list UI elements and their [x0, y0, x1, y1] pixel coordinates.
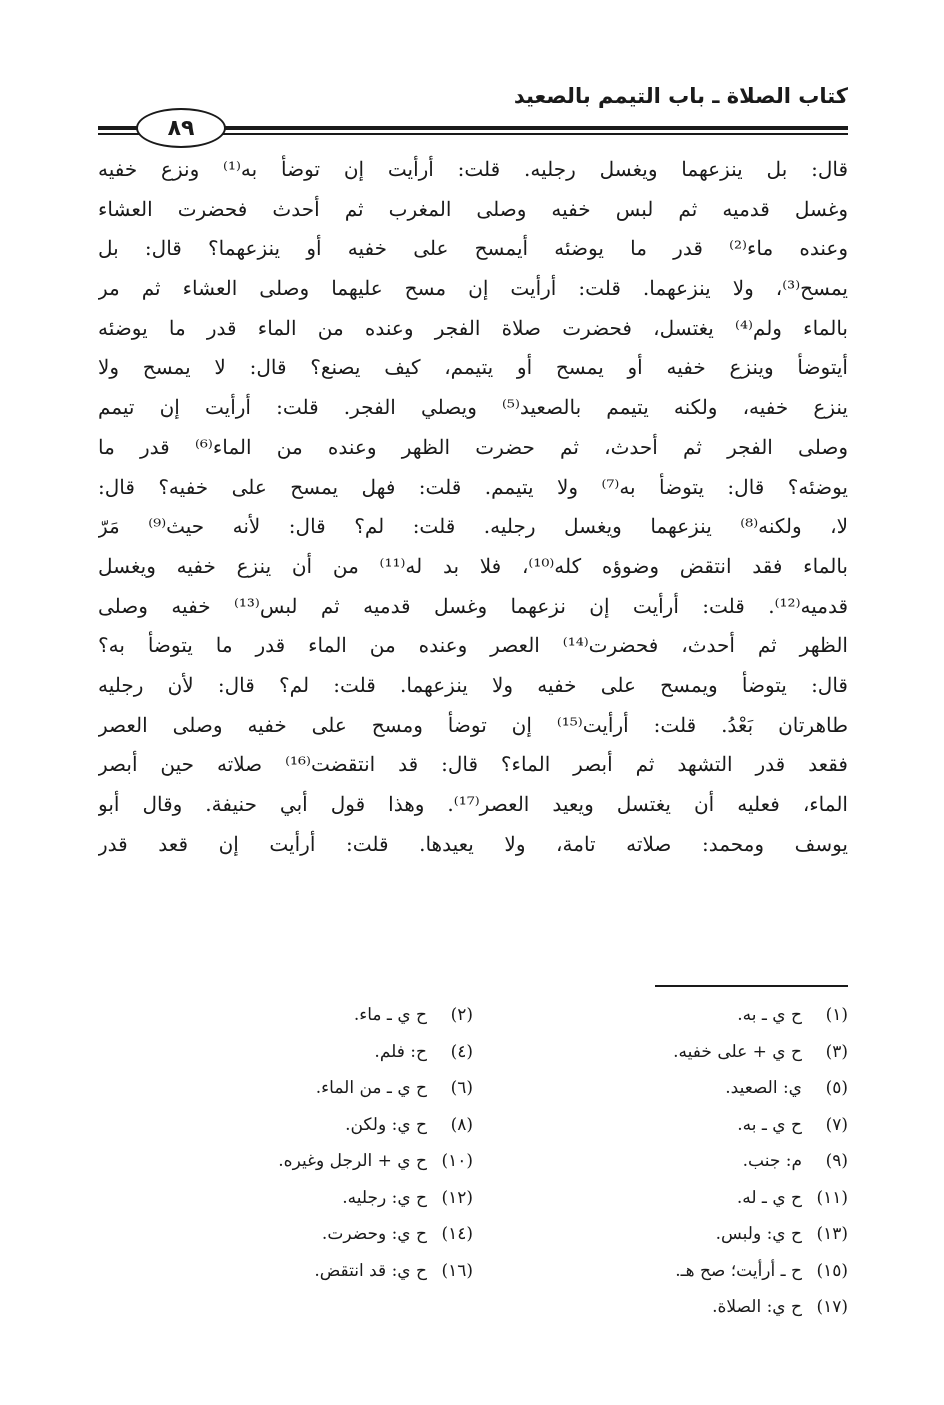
footnote-text: ح ي ـ ماء. [353, 1005, 427, 1025]
footnote-text: ح ـ أرأيت؛ صح هـ. [675, 1260, 802, 1281]
body-line: ينزع خفيه، ولكنه يتيمم بالصعيد⁽⁵⁾ ويصلي الفجر. قلت: أرأيت إن تيمم [98, 395, 848, 420]
footnote-text: ي: الصعيد. [725, 1078, 802, 1098]
body-line: طاهرتان بَعْدُ. قلت: أرأيت⁽¹⁵⁾ إن توضأ ومسح على خفيه وصلى العصر [98, 712, 848, 737]
footnote-text: ح ي ـ له. [736, 1187, 802, 1208]
footnote [473, 1107, 848, 1144]
body-line: وغسل قدميه ثم لبس خفيه وصلى المغرب ثم أحدث فحضرت العشاء [98, 196, 848, 221]
footnote [98, 1070, 473, 1107]
footnote-text: ح ي ـ من الماء. [315, 1078, 427, 1098]
footnote [473, 1034, 848, 1071]
footnotes [98, 997, 848, 1326]
footnote-number: (٨) [450, 1114, 473, 1135]
body-line: وعنده ماء⁽²⁾ قدر ما يوضئه أيمسح على خفيه أو ينزعهما؟ قال: بل [98, 236, 848, 261]
footnote-number: (٥) [825, 1078, 848, 1098]
body-line: يوضئه؟ قال: يتوضأ به⁽⁷⁾ ولا يتيمم. قلت: فهل يمسح على خفيه؟ قال: [98, 474, 848, 499]
footnote-number: (١) [825, 1005, 848, 1025]
footnote-number: (١٢) [441, 1187, 473, 1208]
body-line: قال: يتوضأ ويمسح على خفيه ولا ينزعهما. قلت: لم؟ قال: لأن رجليه [98, 672, 848, 697]
footnote-number: (١٤) [441, 1224, 473, 1244]
footnote-number: (٩) [825, 1151, 848, 1171]
footnote-number: (١٧) [816, 1297, 848, 1317]
footnote-text: ح: فلم. [374, 1041, 427, 1062]
footnote [473, 997, 848, 1034]
footnote-number: (١٥) [816, 1260, 848, 1281]
footnote-text: ح ي ـ به. [737, 1114, 802, 1135]
footnote-text: ح ي ـ به. [737, 1005, 802, 1025]
footnote-number: (٤) [450, 1041, 473, 1062]
footnote-text: ح ي + على خفيه. [673, 1041, 802, 1062]
body-line: يمسح⁽³⁾، ولا ينزعهما. قلت: أرأيت إن مسح عليهما وصلى العشاء ثم مر [98, 276, 848, 301]
body-line: بالماء ولم⁽⁴⁾ يغتسل، فحضرت صلاة الفجر وعنده من الماء قدر ما يوضئه [98, 315, 848, 340]
footnote-text: ح ي: رجليه. [342, 1187, 427, 1208]
body-line: يوسف ومحمد: صلاته تامة، ولا يعيدها. قلت: أرأيت إن قعد قدر [98, 831, 848, 856]
footnote-number: (١٠) [441, 1151, 473, 1171]
footnote-number: (١١) [816, 1187, 848, 1208]
footnote [473, 1143, 848, 1180]
footnote [473, 1289, 848, 1326]
footnote-number: (٦) [450, 1078, 473, 1098]
footnote [98, 1180, 473, 1217]
footnote [98, 1107, 473, 1144]
body-line: قدميه⁽¹²⁾. قلت: أرأيت إن نزعهما وغسل قدميه ثم لبس⁽¹³⁾ خفيه وصلى [98, 593, 848, 618]
footnote [473, 1216, 848, 1253]
footnote-text: ح ي: قد انتقض. [314, 1260, 427, 1281]
footnote-text: ح ي: وحضرت. [321, 1224, 427, 1244]
footnote-number: (١٣) [816, 1224, 848, 1244]
footnote-text: م: جنب. [742, 1151, 802, 1171]
footnote-number: (٢) [450, 1005, 473, 1025]
footnote [98, 1253, 473, 1290]
running-title: كتاب الصلاة ـ باب التيمم بالصعيد [513, 84, 848, 108]
body-line: لا، ولكنه⁽⁸⁾ ينزعهما ويغسل رجليه. قلت: لم؟ قال: لأنه حيث⁽⁹⁾ مَرّ [98, 514, 848, 539]
footnote-number: (٧) [825, 1114, 848, 1135]
footnote-text: ح ي: ولبس. [715, 1224, 802, 1244]
footnote [473, 1180, 848, 1217]
footnote [473, 1253, 848, 1290]
body-line: الماء، فعليه أن يغتسل ويعيد العصر⁽¹⁷⁾. وهذا قول أبي حنيفة. وقال أبو [98, 792, 848, 816]
body-text [98, 150, 848, 864]
body-line: الظهر ثم أحدث، فحضرت⁽¹⁴⁾ العصر وعنده من الماء قدر ما يتوضأ به؟ [98, 633, 848, 658]
footnote-separator [655, 985, 848, 987]
footnote-text: ح ي: الصلاة. [712, 1297, 802, 1317]
page-header [98, 78, 848, 141]
body-line: وصلى الفجر ثم أحدث، ثم حضرت الظهر وعنده من الماء⁽⁶⁾ قدر ما [98, 434, 848, 459]
body-line: قال: بل ينزعهما ويغسل رجليه. قلت: أرأيت إن توضأ به⁽¹⁾ ونزع خفيه [98, 157, 848, 181]
footnote-number: (٣) [825, 1041, 848, 1062]
footnote [473, 1070, 848, 1107]
footnote-number: (١٦) [441, 1260, 473, 1281]
footnote-text: ح ي: ولكن. [345, 1114, 427, 1135]
page-number-badge [136, 108, 226, 148]
page-number: ٨٩ [167, 115, 195, 141]
body-line: فقعد قدر التشهد ثم أبصر الماء؟ قال: قد انتقضت⁽¹⁶⁾ صلاته حين أبصر [98, 752, 848, 777]
footnote-text: ح ي + الرجل وغيره. [278, 1151, 427, 1171]
footnote [98, 1216, 473, 1253]
body-line: بالماء فقد انتقض وضوؤه كله⁽¹⁰⁾، فلا بد له⁽¹¹⁾ من أن ينزع خفيه ويغسل [98, 553, 848, 578]
body-line: أيتوضأ وينزع خفيه أو يمسح أو يتيمم، كيف يصنع؟ قال: لا يمسح ولا [98, 355, 848, 380]
footnote [98, 997, 473, 1034]
footnote [98, 1143, 473, 1180]
footnote [98, 1034, 473, 1071]
